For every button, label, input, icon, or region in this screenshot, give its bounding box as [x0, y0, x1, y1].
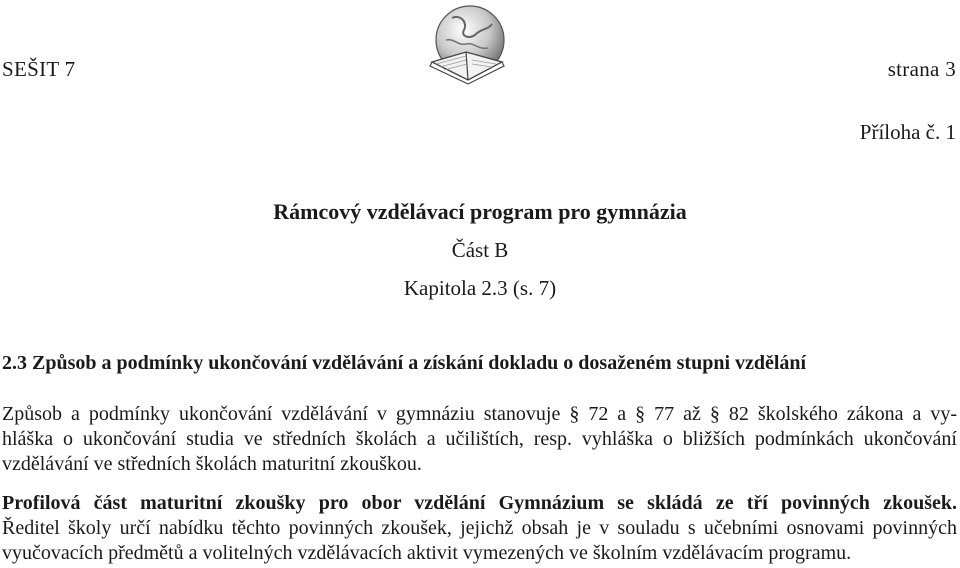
document-title: Rámcový vzdělávací program pro gymnázia	[273, 199, 687, 224]
paragraph-line: Způsob a podmínky ukončování vzdělávání v gymnáziu stanovuje § 72 a § 77 až § 82 školského zákona a vy-	[2, 403, 957, 425]
globe-book-icon	[418, 0, 518, 88]
paragraph-line: Ředitel školy určí nabídku těchto povinných zkoušek, jejichž obsah je v souladu s učebními osnovami povinných	[2, 517, 957, 539]
part-label: Část B	[451, 238, 509, 262]
paragraph-completion-rules	[2, 402, 957, 477]
paragraph-profile-exam	[2, 491, 957, 566]
paragraph-bold-line: Profilová část maturitní zkoušky pro obor vzdělání Gymnázium se skládá ze tří povinných zkoušek.	[2, 492, 957, 514]
issue-label: SEŠIT 7	[2, 57, 76, 81]
paragraph-line: vyučovacích předmětů a volitelných vzdělávacích aktivit vymezených ve školním vzdělávacím programu.	[2, 542, 852, 564]
page-number: strana 3	[887, 57, 956, 81]
chapter-label: Kapitola 2.3 (s. 7)	[403, 276, 557, 300]
paragraph-line: vzdělávání ve středních školách maturitní zkouškou.	[2, 453, 422, 475]
section-heading: 2.3 Způsob a podmínky ukončování vzdělávání a získání dokladu o dosaženém stupni vzdělání	[2, 352, 807, 374]
appendix-label: Příloha č. 1	[859, 120, 956, 144]
paragraph-line: hláška o ukončování studia ve středních školách a učilištích, resp. vyhláška o bližších podmínkách ukončování	[2, 428, 957, 450]
